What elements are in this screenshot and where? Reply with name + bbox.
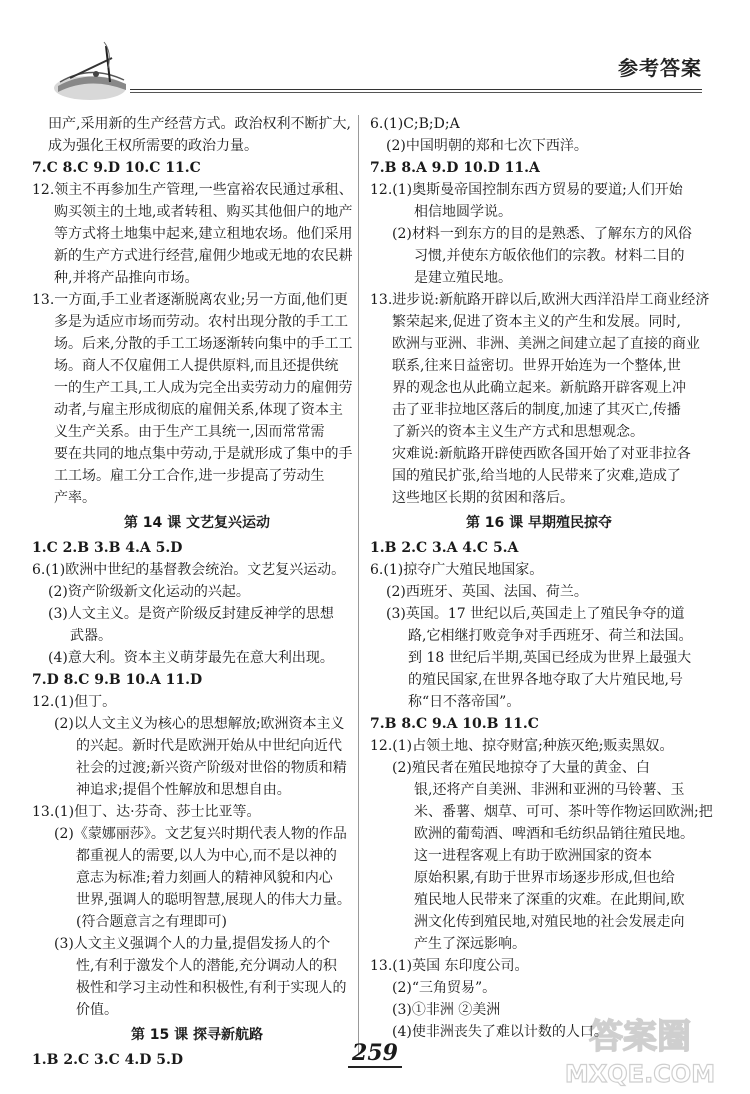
right-answer-line: (4)使非洲丧失了难以计数的人口。 — [392, 1024, 608, 1040]
left-answer-line: 多是为适应市场而劳动。农村出现分散的手工工 — [54, 314, 348, 330]
right-answer-line: 这一进程客观上有助于欧洲国家的资本 — [414, 848, 652, 864]
right-column — [370, 113, 713, 1043]
left-answer-line: 种,并将产品推向市场。 — [54, 270, 199, 286]
right-answer-line: 12.(1)奥斯曼帝国控制东西方贸易的要道;人们开始 — [370, 182, 683, 198]
left-answer-line: 武器。 — [70, 628, 112, 644]
left-answer-line: 12.领主不再参加生产管理,一些富裕农民通过承租、 — [32, 182, 353, 198]
left-answer-line: 场。后来,分散的手工工场逐渐转向集中的手工工 — [54, 336, 353, 352]
left-answer-line: 田产,采用新的生产经营方式。政治权利不断扩大, — [48, 116, 351, 132]
left-answer-line: 世界,强调人的聪明智慧,展现人的伟大力量。 — [76, 892, 351, 908]
lesson-heading: 第 15 课 探寻新航路 — [130, 1027, 264, 1043]
page-header — [0, 0, 750, 100]
right-answer-line: 13.(1)英国 东印度公司。 — [370, 958, 529, 974]
left-answer-line: (2)资产阶级新文化运动的兴起。 — [48, 584, 250, 600]
right-answer-line: (2)“三角贸易”。 — [392, 980, 497, 996]
right-answer-line: 银,还将产自美洲、非洲和亚洲的马铃薯、玉 — [414, 782, 685, 798]
watermark-logo — [540, 1010, 740, 1090]
right-answer-line: (2)材料一到东方的目的是熟悉、了解东方的风俗 — [392, 226, 692, 242]
right-answer-line: 灾难说:新航路开辟使西欧各国开始了对亚非拉各 — [392, 446, 691, 462]
left-answer-line: 成为强化王权所需要的政治力量。 — [48, 138, 258, 154]
right-answer-line: 国的殖民扩张,给当地的人民带来了灾难,造成了 — [392, 468, 681, 484]
page-number-text: 259 — [348, 1040, 402, 1068]
left-answer-line: 13.一方面,手工业者逐渐脱离农业;另一方面,他们更 — [32, 292, 348, 308]
left-answer-line: (2)以人文主义为核心的思想解放;欧洲资本主义 — [54, 716, 345, 732]
left-answer-line: 新的生产方式进行经营,雇佣少地或无地的农民耕 — [54, 248, 353, 264]
right-answer-line: 欧洲与亚洲、非洲、美洲之间建立起了直接的商业 — [392, 336, 700, 352]
left-answer-line: 购买领主的土地,或者转租、购买其他佃户的地产 — [54, 204, 353, 220]
right-answer-line: 称“日不落帝国”。 — [408, 694, 521, 710]
right-answer-line: 13.进步说:新航路开辟以后,欧洲大西洋沿岸工商业经济 — [370, 292, 710, 308]
right-answer-line: 7.B 8.C 9.A 10.B 11.C — [370, 716, 539, 732]
right-answer-line: 的殖民国家,在世界各地夺取了大片殖民地,号 — [408, 672, 683, 688]
right-answer-line: 界的观念也从此确立起来。新航路开辟客观上冲 — [392, 380, 686, 396]
left-answer-line: 都重视人的需要,以人为中心,而不是以神的 — [76, 848, 337, 864]
left-answer-line: 动者,与雇主形成彻底的雇佣关系,体现了资本主 — [54, 402, 343, 418]
left-answer-line: 7.D 8.C 9.B 10.A 11.D — [32, 672, 203, 688]
header-title: 参考答案 — [618, 56, 702, 80]
right-answer-line: 这些地区长期的贫困和落后。 — [392, 490, 574, 506]
left-answer-line: 工工场。雇工分工合作,进一步提高了劳动生 — [54, 468, 325, 484]
right-answer-line: (2)中国明朝的郑和七次下西洋。 — [386, 138, 588, 154]
right-answer-line: 繁荣起来,促进了资本主义的产生和发展。同时, — [392, 314, 681, 330]
right-answer-line: 1.B 2.C 3.A 4.C 5.A — [370, 540, 519, 556]
left-answer-line: 场。商人不仅雇佣工人提供原料,而且还提供统 — [54, 358, 339, 374]
left-answer-line: 1.C 2.B 3.B 4.A 5.D — [32, 540, 183, 556]
watermark-top-text: 答案圈 — [589, 1017, 691, 1057]
left-answer-line: (3)人文主义强调个人的力量,提倡发扬人的个 — [54, 936, 331, 952]
right-answer-line: (3)①非洲 ②美洲 — [392, 1002, 501, 1018]
left-answer-line: 一的生产工具,工人成为完全出卖劳动力的雇佣劳 — [54, 380, 353, 396]
right-answer-line: 产生了深远影响。 — [414, 936, 526, 952]
left-answer-line: (3)人文主义。是资产阶级反封建反神学的思想 — [48, 606, 334, 622]
right-answer-line: 7.B 8.A 9.D 10.D 11.A — [370, 160, 540, 176]
left-answer-line: (符合题意言之有理即可) — [76, 914, 227, 930]
lesson-heading: 第 14 课 文艺复兴运动 — [123, 515, 271, 531]
right-answer-line: 联系,往来日益密切。世界开始连为一个整体,世 — [392, 358, 681, 374]
left-answer-line: 社会的过渡;新兴资产阶级对世俗的物质和精 — [76, 760, 347, 776]
left-answer-line: 性,有利于激发个人的潜能,充分调动人的积 — [76, 958, 337, 974]
right-answer-line: 到 18 世纪后半期,英国已经成为世界上最强大 — [408, 650, 692, 666]
left-answer-line: 等方式将土地集中起来,建立租地农场。他们采用 — [54, 226, 353, 242]
right-answer-line: 6.(1)掠夺广大殖民地国家。 — [370, 562, 544, 578]
left-answer-line: 6.(1)欧洲中世纪的基督教会统治。文艺复兴运动。 — [32, 562, 346, 578]
lesson-heading: 第 16 课 早期殖民掠夺 — [465, 515, 613, 531]
right-answer-line: 原始积累,有助于世界市场逐步形成,但也给 — [414, 870, 675, 886]
right-answer-line: 殖民地人民带来了深重的灾难。在此期间,欧 — [414, 892, 685, 908]
right-answer-line: (2)西班牙、英国、法国、荷兰。 — [386, 584, 588, 600]
column-divider — [358, 115, 359, 1055]
left-answer-line: 的兴起。新时代是欧洲开始从中世纪向近代 — [76, 738, 342, 754]
left-answer-line: 产率。 — [54, 490, 96, 506]
left-answer-line: 价值。 — [76, 1002, 118, 1018]
right-answer-line: 6.(1)C;B;D;A — [370, 116, 460, 132]
right-answer-line: 了新兴的资本主义生产方式和思想观念。 — [392, 424, 644, 440]
right-answer-line: 习惯,并使东方皈依他们的宗教。材料二目的 — [414, 248, 685, 264]
right-answer-line: 欧洲的葡萄酒、啤酒和毛纺织品销往殖民地。 — [414, 826, 694, 842]
left-answer-line: 7.C 8.C 9.D 10.C 11.C — [32, 160, 201, 176]
left-answer-line: 意志为标准;着力刻画人的精神风貌和内心 — [76, 870, 333, 886]
left-answer-line: 12.(1)但丁。 — [32, 694, 117, 710]
right-answer-line: (3)英国。17 世纪以后,英国走上了殖民争夺的道 — [386, 606, 685, 622]
right-answer-line: (2)殖民者在殖民地掠夺了大量的黄金、白 — [392, 760, 650, 776]
watermark-bottom-text: MXQE.COM — [564, 1060, 716, 1088]
right-answer-line: 相信地圆学说。 — [414, 204, 512, 220]
left-answer-line: (2)《蒙娜丽莎》。文艺复兴时期代表人物的作品 — [54, 826, 347, 842]
left-answer-line: 神追求;提倡个性解放和思想自由。 — [76, 782, 291, 798]
header-rule-thin — [130, 92, 702, 93]
left-answer-line: (4)意大利。资本主义萌芽最先在意大利出现。 — [48, 650, 334, 666]
left-answer-line: 13.(1)但丁、达·芬奇、莎士比亚等。 — [32, 804, 261, 820]
left-answer-line: 极性和学习主动性和积极性,有利于实现人的 — [76, 980, 347, 996]
right-answer-line: 是建立殖民地。 — [414, 270, 512, 286]
right-answer-line: 12.(1)占领土地、掠夺财富;种族灭绝;贩卖黑奴。 — [370, 738, 674, 754]
right-answer-line: 米、番薯、烟草、可可、茶叶等作物运回欧洲;把 — [414, 804, 713, 820]
header-rule — [130, 89, 702, 90]
left-answer-line: 义生产关系。由于生产工具统一,因而常常需 — [54, 424, 325, 440]
right-answer-line: 路,它相继打败竞争对手西班牙、荷兰和法国。 — [408, 628, 693, 644]
quill-book-logo-icon — [50, 38, 140, 108]
right-answer-line: 洲文化传到殖民地,对殖民地的社会发展走向 — [414, 914, 685, 930]
right-answer-line: 击了亚非拉地区落后的制度,加速了其灭亡,传播 — [392, 402, 681, 418]
left-answer-line: 1.B 2.C 3.C 4.D 5.D — [32, 1052, 183, 1068]
left-column — [32, 113, 362, 1071]
left-answer-line: 要在共同的地点集中劳动,于是就形成了集中的手 — [54, 446, 353, 462]
